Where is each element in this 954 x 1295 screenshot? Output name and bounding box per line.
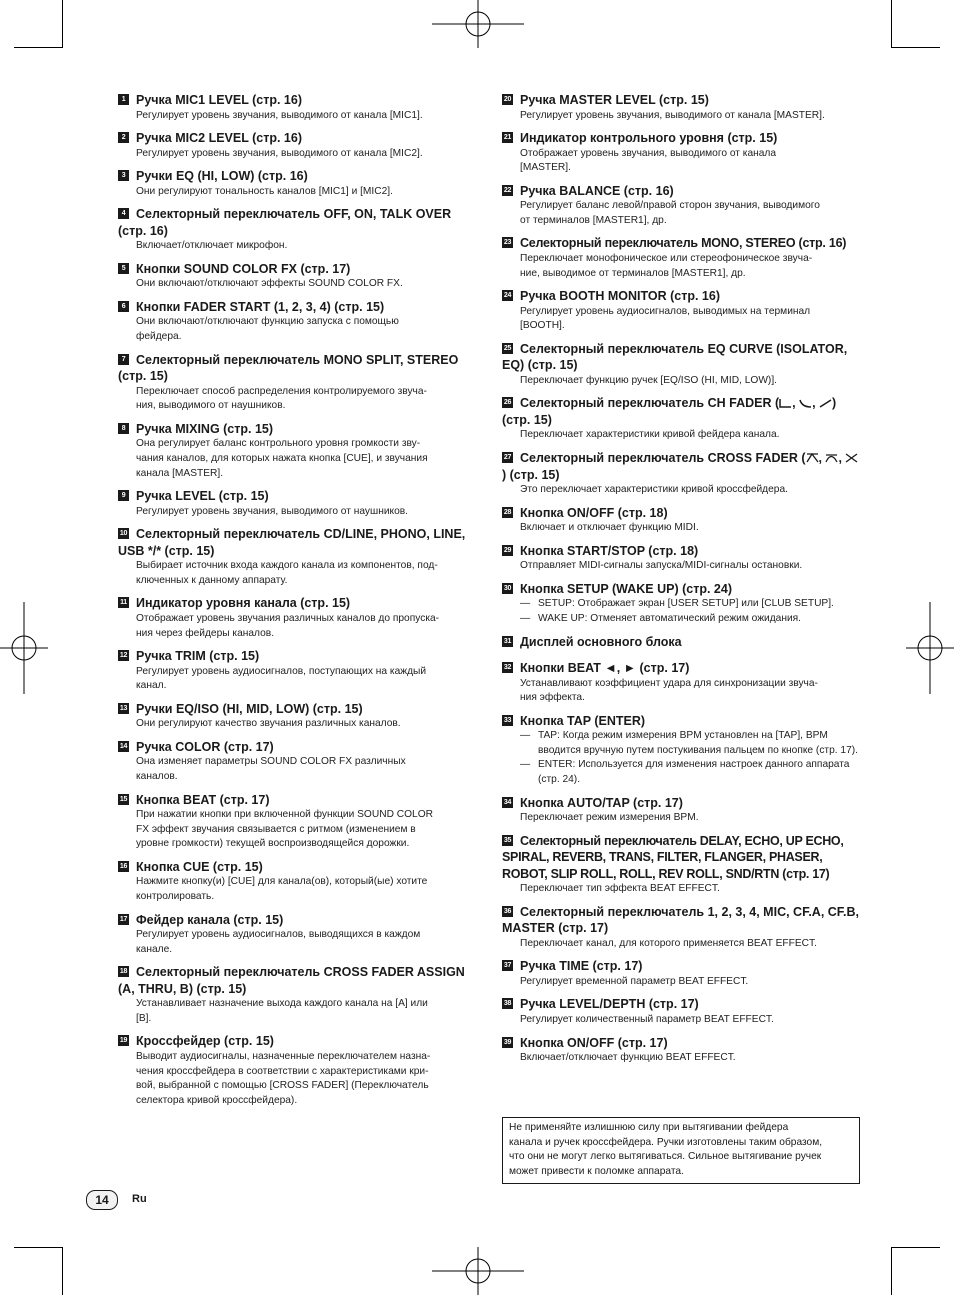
item-number: 9 xyxy=(118,490,129,501)
item-eq-iso xyxy=(118,701,476,732)
item-ch-fader-selector xyxy=(502,395,860,443)
description-line: Регулирует количественный параметр BEAT EFFECT. xyxy=(520,1013,774,1025)
item-description xyxy=(136,277,476,292)
item-title-text: Индикатор контрольного уровня (стр. 15) xyxy=(520,131,778,146)
item-number: 29 xyxy=(503,546,512,554)
description-line: уровне громкости) текущей воспроизводящейся дорожки. xyxy=(136,838,410,850)
item-title xyxy=(502,660,860,677)
item-number: 36 xyxy=(503,907,512,915)
item-number: 16 xyxy=(119,862,128,870)
item-title-text: Кнопка AUTO/TAP (стр. 17) xyxy=(520,795,683,810)
crop-mark xyxy=(62,1247,63,1295)
item-title xyxy=(502,833,860,883)
item-title xyxy=(502,713,860,730)
item-title-text: Ручка TRIM (стр. 15) xyxy=(136,649,260,664)
description-line: Устанавливает назначение выхода каждого канала на [A] или xyxy=(136,998,428,1010)
item-title: 26 Селекторный переключатель CH FADER ( , , ) (стр. 15) xyxy=(502,396,837,427)
item-title-text: Ручки EQ/ISO (HI, MID, LOW) (стр. 15) xyxy=(136,701,363,716)
description-line: Отображает уровень звучания, выводимого от канала xyxy=(520,147,777,159)
item-title xyxy=(502,505,860,522)
description-line: Переключает режим измерения BPM. xyxy=(520,812,699,824)
description-line: ние, выводимое от терминалов [MASTER1], др. xyxy=(520,267,746,279)
right-column xyxy=(502,92,860,1073)
item-title-text: Кнопки SOUND COLOR FX (стр. 17) xyxy=(136,261,351,276)
item-title-text: Селекторный переключатель 1, 2, 3, 4, MIC, CF.A, CF.B, MASTER (стр. 17) xyxy=(502,904,860,936)
item-title-text: Ручка BOOTH MONITOR (стр. 16) xyxy=(520,289,720,304)
registration-mark-right xyxy=(906,602,954,694)
item-start-stop xyxy=(502,543,860,574)
item-number: 20 xyxy=(503,96,512,103)
description-line: Регулирует временной параметр BEAT EFFECT. xyxy=(520,975,749,987)
item-title: 27 Селекторный переключатель CROSS FADER ( , , ) (стр. 15) xyxy=(502,450,860,483)
description-line: контролировать. xyxy=(136,890,215,902)
item-title-text: Ручка LEVEL (стр. 15) xyxy=(136,489,269,504)
description-line: Они регулируют тональность каналов [MIC1] и [MIC2]. xyxy=(136,185,393,197)
description-line: Это переключает характеристики кривой кроссфейдера. xyxy=(520,484,788,496)
item-cross-fader-assign xyxy=(118,964,476,1026)
item-title-text: Кнопка ON/OFF (стр. 17) xyxy=(520,1035,668,1050)
fader-curve-linear-icon xyxy=(819,398,832,408)
item-title-text: Кнопка SETUP (WAKE UP) (стр. 24) xyxy=(520,581,732,596)
item-master-level-indicator xyxy=(502,130,860,176)
bullet-dash: — xyxy=(520,598,531,610)
item-number: 26 xyxy=(503,399,512,407)
item-description xyxy=(520,147,860,176)
item-description xyxy=(520,882,860,897)
item-talk-over-selector xyxy=(118,206,476,254)
item-title-text: Кнопка BEAT (стр. 17) xyxy=(136,792,270,807)
item-description xyxy=(136,875,476,904)
bullet-text: TAP: Когда режим измерения BPM установлен на [TAP], BPM вводится вручную путем постукивания пальцем по кнопке (стр. 17). xyxy=(538,730,858,756)
description-line: Включает и отключает функцию MIDI. xyxy=(520,522,699,534)
caution-notice xyxy=(502,1117,860,1184)
description-line: Регулирует уровень звучания, выводимого от канала [MIC2]. xyxy=(136,147,423,159)
item-description xyxy=(520,729,860,787)
item-channel-level-indicator xyxy=(118,595,476,641)
item-number: 22 xyxy=(503,186,512,194)
item-cross-fader-curve-selector xyxy=(502,450,860,498)
item-number: 28 xyxy=(503,508,512,516)
notice-line: канала и ручек кроссфейдера. Ручки изготовлены таким образом, xyxy=(509,1136,823,1148)
item-title-text: Ручка MIXING (стр. 15) xyxy=(136,421,274,436)
description-line: ния эффекта. xyxy=(520,692,585,704)
item-description xyxy=(520,199,860,228)
description-line: Отображает уровень звучания различных каналов до пропуска- xyxy=(136,612,440,624)
registration-mark-bottom xyxy=(432,1247,524,1295)
item-title xyxy=(502,235,860,252)
item-title xyxy=(118,206,476,239)
description-line: Она изменяет параметры SOUND COLOR FX различных xyxy=(136,756,406,768)
bullet-dash: — xyxy=(520,759,531,771)
item-number: 32 xyxy=(503,664,512,671)
description-line: [BOOTH]. xyxy=(520,320,565,332)
item-number: 21 xyxy=(503,134,512,142)
item-number: 30 xyxy=(503,584,512,592)
item-title-text: Кнопка ON/OFF (стр. 18) xyxy=(520,505,668,520)
registration-mark-left xyxy=(0,602,48,694)
item-title-text: Кнопка TAP (ENTER) xyxy=(520,713,646,728)
description-line: Переключает тип эффекта BEAT EFFECT. xyxy=(520,883,720,895)
item-description xyxy=(520,975,860,990)
item-title xyxy=(118,488,476,505)
item-title-text: Индикатор уровня канала (стр. 15) xyxy=(136,596,351,611)
item-beat-button xyxy=(118,792,476,852)
item-number: 2 xyxy=(118,132,129,143)
item-mono-split-selector xyxy=(118,352,476,414)
crop-mark xyxy=(891,0,892,48)
item-number: 12 xyxy=(119,652,128,660)
description-line: Устанавливают коэффициент удара для синхронизации звуча- xyxy=(520,677,818,689)
item-title xyxy=(502,543,860,560)
bullet-dash: — xyxy=(520,612,531,624)
bullet-dash: — xyxy=(520,730,531,742)
item-description xyxy=(136,997,476,1026)
description-line: Они включают/отключают эффекты SOUND COLOR FX. xyxy=(136,278,403,290)
description-line: Регулирует уровень аудиосигналов, выводимых на терминал xyxy=(520,305,811,317)
item-title-text: Селекторный переключатель OFF, ON, TALK OVER (стр. 16) xyxy=(118,207,452,238)
crop-mark xyxy=(14,47,62,48)
crop-mark xyxy=(892,1247,940,1248)
item-number: 25 xyxy=(503,344,512,352)
description-line: вой, выбранной с помощью [CROSS FADER] (Переключатель xyxy=(136,1080,429,1092)
description-line: Регулирует уровень аудиосигналов, выводящихся в каждом xyxy=(136,929,421,941)
item-tap-enter xyxy=(502,713,860,788)
crop-mark xyxy=(14,1247,62,1248)
item-number: 15 xyxy=(119,795,128,803)
item-mic2-level xyxy=(118,130,476,161)
item-description xyxy=(520,252,860,281)
item-number: 19 xyxy=(119,1037,128,1045)
item-number: 23 xyxy=(503,239,512,247)
item-title xyxy=(502,92,860,109)
item-number: 5 xyxy=(118,263,129,274)
description-line: [MASTER]. xyxy=(520,162,571,174)
item-title-text: ) (стр. 15) xyxy=(502,396,837,427)
item-number: 11 xyxy=(118,597,129,608)
item-title-text: Ручка MIC1 LEVEL (стр. 16) xyxy=(136,93,302,107)
item-number: 13 xyxy=(119,704,128,712)
item-description xyxy=(136,928,476,957)
description-line: канале. xyxy=(136,943,173,955)
item-mono-stereo-selector xyxy=(502,235,860,281)
item-title xyxy=(502,996,860,1013)
item-title xyxy=(118,648,476,665)
item-number: 39 xyxy=(503,1038,512,1046)
item-mic1-level xyxy=(118,92,476,123)
item-description xyxy=(136,1050,476,1108)
bullet-text: WAKE UP: Отменяет автоматический режим ожидания. xyxy=(538,612,801,624)
item-title xyxy=(502,183,860,200)
description-line: Регулирует уровень звучания, выводимого от канала [MIC1]. xyxy=(136,109,423,121)
item-auto-tap xyxy=(502,795,860,826)
description-line: Регулирует уровень звучания, выводимого от наушников. xyxy=(136,505,408,517)
item-mixing xyxy=(118,421,476,481)
description-line: Переключает канал, для которого применяется BEAT EFFECT. xyxy=(520,937,817,949)
item-headphones-level xyxy=(118,488,476,519)
item-title xyxy=(118,92,476,109)
item-description xyxy=(520,109,860,124)
bullet-item xyxy=(520,758,860,787)
item-level-depth xyxy=(502,996,860,1027)
item-title-text: Селекторный переключатель CROSS FADER ASSIGN (A, THRU, B) (стр. 15) xyxy=(118,965,465,996)
item-main-display xyxy=(502,634,860,651)
item-number: 27 xyxy=(503,454,512,462)
item-title-text: Фейдер канала (стр. 15) xyxy=(136,912,284,927)
description-line: Регулирует уровень звучания, выводимого от канала [MASTER]. xyxy=(520,109,825,121)
item-title-text: Кнопки FADER START (1, 2, 3, 4) (стр. 15) xyxy=(136,299,385,314)
item-number: 24 xyxy=(503,292,512,300)
item-description xyxy=(520,1051,860,1066)
description-line: ния через фейдеры каналов. xyxy=(136,627,275,639)
item-number: 18 xyxy=(119,968,128,976)
description-line: При нажатии кнопки при включенной функции SOUND COLOR xyxy=(136,809,433,821)
description-line: ключенных к данному аппарату. xyxy=(136,574,288,586)
item-effect-on-off xyxy=(502,1035,860,1066)
item-title xyxy=(118,168,476,185)
notice-line: может привести к поломке аппарата. xyxy=(509,1165,684,1177)
item-title-text: Ручка BALANCE (стр. 16) xyxy=(520,183,674,198)
registration-mark-top xyxy=(432,0,524,48)
item-description xyxy=(520,597,860,626)
item-title xyxy=(118,261,476,278)
description-line: Включает/отключает функцию BEAT EFFECT. xyxy=(520,1052,736,1064)
description-line: Переключает способ распределения контролируемого звуча- xyxy=(136,385,427,397)
item-number: 34 xyxy=(503,798,512,806)
notice-line: Не применяйте излишнюю силу при вытягивании фейдера xyxy=(509,1122,789,1133)
item-title xyxy=(118,859,476,876)
description-line: Переключает монофоническое или стереофоническое звуча- xyxy=(520,252,813,264)
item-title-text: Кроссфейдер (стр. 15) xyxy=(136,1034,274,1049)
item-title-text: Ручка LEVEL/DEPTH (стр. 17) xyxy=(520,997,699,1012)
item-trim xyxy=(118,648,476,694)
item-description xyxy=(136,808,476,852)
crop-mark xyxy=(891,1247,892,1295)
description-line: [B]. xyxy=(136,1012,152,1024)
bullet-text: SETUP: Отображает экран [USER SETUP] или [CLUB SETUP]. xyxy=(538,598,834,610)
crossfader-curve-sharp-icon xyxy=(806,453,819,463)
description-line: Регулирует баланс левой/правой сторон звучания, выводимого xyxy=(520,200,820,212)
item-description xyxy=(136,109,476,124)
page-number: 14 xyxy=(86,1190,118,1210)
item-title xyxy=(502,904,860,937)
description-line: Выбирает источник входа каждого канала из компонентов, под- xyxy=(136,560,438,572)
fader-curve-sharp-icon xyxy=(779,398,792,408)
fader-curve-medium-icon xyxy=(799,398,812,408)
item-number: 10 xyxy=(119,530,128,538)
item-title xyxy=(502,795,860,812)
description-line: Нажмите кнопку(и) [CUE] для канала(ов), который(ые) хотите xyxy=(136,876,428,888)
item-eq-curve-selector xyxy=(502,341,860,389)
item-number: 3 xyxy=(118,170,129,181)
description-line: Она регулирует баланс контрольного уровня громкости зву- xyxy=(136,438,421,450)
item-number: 14 xyxy=(119,742,128,750)
item-description xyxy=(520,1013,860,1028)
item-mic-eq xyxy=(118,168,476,199)
item-description xyxy=(520,677,860,706)
description-line: Отправляет MIDI-сигналы запуска/MIDI-сигналы остановки. xyxy=(520,560,803,572)
item-title-text: Селекторный переключатель MONO, STEREO (стр. 16) xyxy=(520,236,847,251)
description-line: каналов. xyxy=(136,770,178,782)
item-title xyxy=(502,341,860,374)
item-time xyxy=(502,958,860,989)
item-description xyxy=(136,385,476,414)
item-number: 31 xyxy=(503,637,512,645)
item-title-text: Селекторный переключатель CROSS FADER ( xyxy=(520,451,806,466)
item-title-text: Кнопки BEAT ◄, ► (стр. 17) xyxy=(520,661,690,675)
description-line: FX эффект звучания связывается с ритмом (изменением в xyxy=(136,823,416,835)
item-title-text: Кнопка START/STOP (стр. 18) xyxy=(520,543,699,558)
description-line: Переключает функцию ручек [EQ/ISO (HI, MID, LOW)]. xyxy=(520,374,777,386)
item-title-text: Селекторный переключатель DELAY, ECHO, UP ECHO, SPIRAL, REVERB, TRANS, FILTER, FLANGER, PHASER, ROBOT, SLIP ROLL, ROLL, REV ROLL, SND/RTN (стр. 17) xyxy=(502,833,844,881)
item-description xyxy=(520,811,860,826)
item-color xyxy=(118,739,476,785)
item-master-level xyxy=(502,92,860,123)
description-line: Они регулируют качество звучания различных каналов. xyxy=(136,718,401,730)
crop-mark xyxy=(62,0,63,48)
item-number: 7 xyxy=(118,354,129,365)
item-number: 1 xyxy=(118,94,129,105)
language-code: Ru xyxy=(132,1193,147,1205)
item-title-text: Кнопка CUE (стр. 15) xyxy=(136,859,263,874)
item-title xyxy=(502,1035,860,1052)
item-description xyxy=(520,483,860,498)
item-title xyxy=(118,526,476,559)
item-number: 35 xyxy=(503,836,512,844)
item-number: 33 xyxy=(503,716,512,724)
item-title-text: Ручка MASTER LEVEL (стр. 15) xyxy=(520,93,709,107)
item-title xyxy=(118,1033,476,1050)
item-description xyxy=(136,665,476,694)
item-description xyxy=(136,559,476,588)
item-title xyxy=(502,581,860,598)
item-description xyxy=(136,505,476,520)
item-description xyxy=(520,521,860,536)
item-fader-start xyxy=(118,299,476,345)
item-setup xyxy=(502,581,860,627)
description-line: Регулирует уровень аудиосигналов, поступающих на каждый xyxy=(136,665,427,677)
description-line: Выводит аудиосигналы, назначенные переключателем назна- xyxy=(136,1050,431,1062)
description-line: от терминалов [MASTER1], др. xyxy=(520,214,667,226)
item-title-text: ) (стр. 15) xyxy=(502,467,560,482)
item-title xyxy=(118,352,476,385)
item-title-text: Ручка COLOR (стр. 17) xyxy=(136,739,274,754)
item-description xyxy=(136,437,476,481)
item-description xyxy=(136,755,476,784)
item-input-selector xyxy=(118,526,476,588)
item-title-text: Ручки EQ (HI, LOW) (стр. 16) xyxy=(136,169,308,184)
item-title xyxy=(118,701,476,718)
item-title xyxy=(118,421,476,438)
item-effect-type-selector xyxy=(502,833,860,897)
bullet-item xyxy=(520,729,860,758)
bullet-item xyxy=(520,597,860,612)
item-description xyxy=(136,717,476,732)
bullet-text: ENTER: Используется для изменения настроек данного аппарата (стр. 24). xyxy=(538,759,850,785)
description-line: Они включают/отключают функцию запуска с помощью xyxy=(136,316,399,328)
crossfader-curve-linear-icon xyxy=(845,453,858,463)
crossfader-curve-medium-icon xyxy=(825,453,838,463)
item-description xyxy=(520,374,860,389)
item-description xyxy=(136,147,476,162)
item-number: 38 xyxy=(503,1000,512,1008)
item-title xyxy=(118,299,476,316)
item-title xyxy=(502,130,860,147)
item-description xyxy=(136,315,476,344)
item-title-text: Селекторный переключатель CH FADER ( xyxy=(520,396,780,411)
item-description xyxy=(136,239,476,254)
description-line: селектора кривой кроссфейдера). xyxy=(136,1094,298,1106)
item-title xyxy=(118,130,476,147)
description-line: Включает/отключает микрофон. xyxy=(136,240,288,252)
item-title xyxy=(118,912,476,929)
item-title-text: Селекторный переключатель CD/LINE, PHONO, LINE, USB */* (стр. 15) xyxy=(118,527,466,558)
item-description xyxy=(136,612,476,641)
item-title xyxy=(502,288,860,305)
left-column xyxy=(118,92,476,1115)
item-balance xyxy=(502,183,860,229)
item-description xyxy=(520,305,860,334)
description-line: Переключает характеристики кривой фейдера канала. xyxy=(520,429,780,441)
item-number: 37 xyxy=(503,962,512,970)
item-title xyxy=(502,958,860,975)
item-title xyxy=(118,792,476,809)
item-title xyxy=(502,634,860,651)
item-description xyxy=(136,185,476,200)
item-title-text: Ручка MIC2 LEVEL (стр. 16) xyxy=(136,131,302,146)
item-number: 8 xyxy=(118,423,129,434)
item-number: 6 xyxy=(118,301,129,312)
item-description xyxy=(520,428,860,443)
description-line: чения кроссфейдера в соответствии с характеристиками кри- xyxy=(136,1065,429,1077)
bullet-item xyxy=(520,612,860,627)
item-beat-buttons xyxy=(502,660,860,706)
item-title xyxy=(118,964,476,997)
description-line: канала [MASTER]. xyxy=(136,467,224,479)
item-title-text: Селекторный переключатель MONO SPLIT, STEREO (стр. 15) xyxy=(118,352,459,384)
item-channel-fader xyxy=(118,912,476,958)
notice-line: что они не могут легко вытягиваться. Сильное вытягивание ручек xyxy=(509,1151,822,1163)
description-line: ния, выводимого от наушников. xyxy=(136,400,286,412)
item-midi-on-off xyxy=(502,505,860,536)
item-title-text: Дисплей основного блока xyxy=(520,634,682,649)
item-title xyxy=(118,739,476,756)
item-description xyxy=(520,559,860,574)
item-number: 4 xyxy=(118,208,129,219)
description-line: канал. xyxy=(136,680,167,692)
item-description xyxy=(520,937,860,952)
crop-mark xyxy=(892,47,940,48)
item-booth-monitor xyxy=(502,288,860,334)
description-line: фейдера. xyxy=(136,331,182,343)
item-sound-color-fx-buttons xyxy=(118,261,476,292)
item-crossfader xyxy=(118,1033,476,1108)
item-number: 17 xyxy=(119,915,128,923)
item-title xyxy=(118,595,476,612)
item-title-text: Селекторный переключатель EQ CURVE (ISOLATOR, EQ) (стр. 15) xyxy=(502,341,848,373)
description-line: чания каналов, для которых нажата кнопка [CUE], и звучания xyxy=(136,452,428,464)
item-cue-button xyxy=(118,859,476,905)
item-title-text: Ручка TIME (стр. 17) xyxy=(520,959,643,974)
item-effect-channel-selector xyxy=(502,904,860,952)
